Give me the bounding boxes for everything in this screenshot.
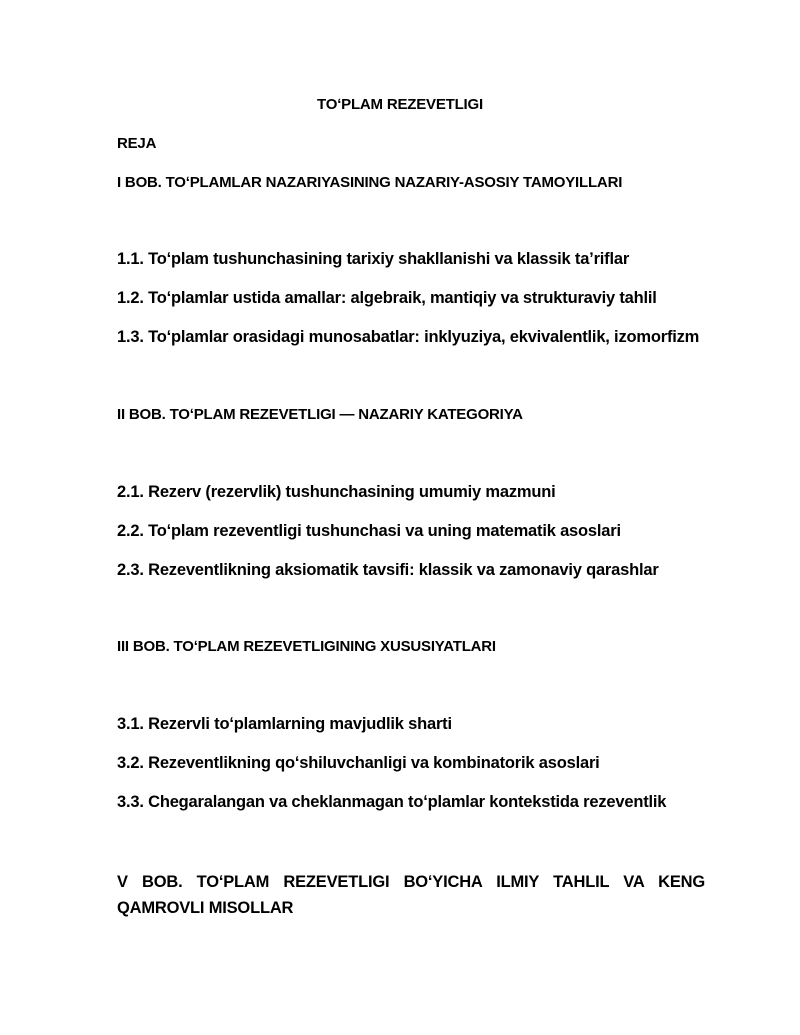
chapter-3-item-1: 3.1. Rezervli toʻplamlarning mavjudlik sharti bbox=[117, 715, 452, 733]
chapter-3-heading: III BOB. TOʻPLAM REZEVETLIGINING XUSUSIYATLARI bbox=[117, 638, 496, 655]
chapter-2-item-1: 2.1. Rezerv (rezervlik) tushunchasining umumiy mazmuni bbox=[117, 483, 556, 501]
chapter-3-item-2: 3.2. Rezeventlikning qoʻshiluvchanligi va kombinatorik asoslari bbox=[117, 754, 600, 772]
chapter-3-item-3: 3.3. Chegaralangan va cheklanmagan toʻplamlar kontekstida rezeventlik bbox=[117, 793, 667, 811]
chapter-2-item-3: 2.3. Rezeventlikning aksiomatik tavsifi: klassik va zamonaviy qarashlar bbox=[117, 561, 659, 579]
chapter-1-item-3: 1.3. Toʻplamlar orasidagi munosabatlar: inklyuziya, ekvivalentlik, izomorfizm bbox=[117, 328, 700, 346]
chapter-1-heading: I BOB. TOʻPLAMLAR NAZARIYASINING NAZARIY-ASOSIY TAMOYILLARI bbox=[117, 174, 623, 191]
chapter-2-item-2: 2.2. Toʻplam rezeventligi tushunchasi va uning matematik asoslari bbox=[117, 522, 621, 540]
chapter-5-heading: V BOB. TOʻPLAM REZEVETLIGI BOʻYICHA ILMIY TAHLIL VA KENG QAMROVLI MISOLLAR bbox=[117, 873, 705, 917]
chapter-1-item-2: 1.2. Toʻplamlar ustida amallar: algebraik, mantiqiy va strukturaviy tahlil bbox=[117, 289, 657, 307]
document-title: TOʻPLAM REZEVETLIGI bbox=[317, 96, 483, 113]
chapter-1-item-1: 1.1. Toʻplam tushunchasining tarixiy shakllanishi va klassik taʼriflar bbox=[117, 250, 630, 268]
plan-heading: REJA bbox=[117, 135, 157, 152]
chapter-2-heading: II BOB. TOʻPLAM REZEVETLIGI — NAZARIY KATEGORIYA bbox=[117, 406, 523, 423]
